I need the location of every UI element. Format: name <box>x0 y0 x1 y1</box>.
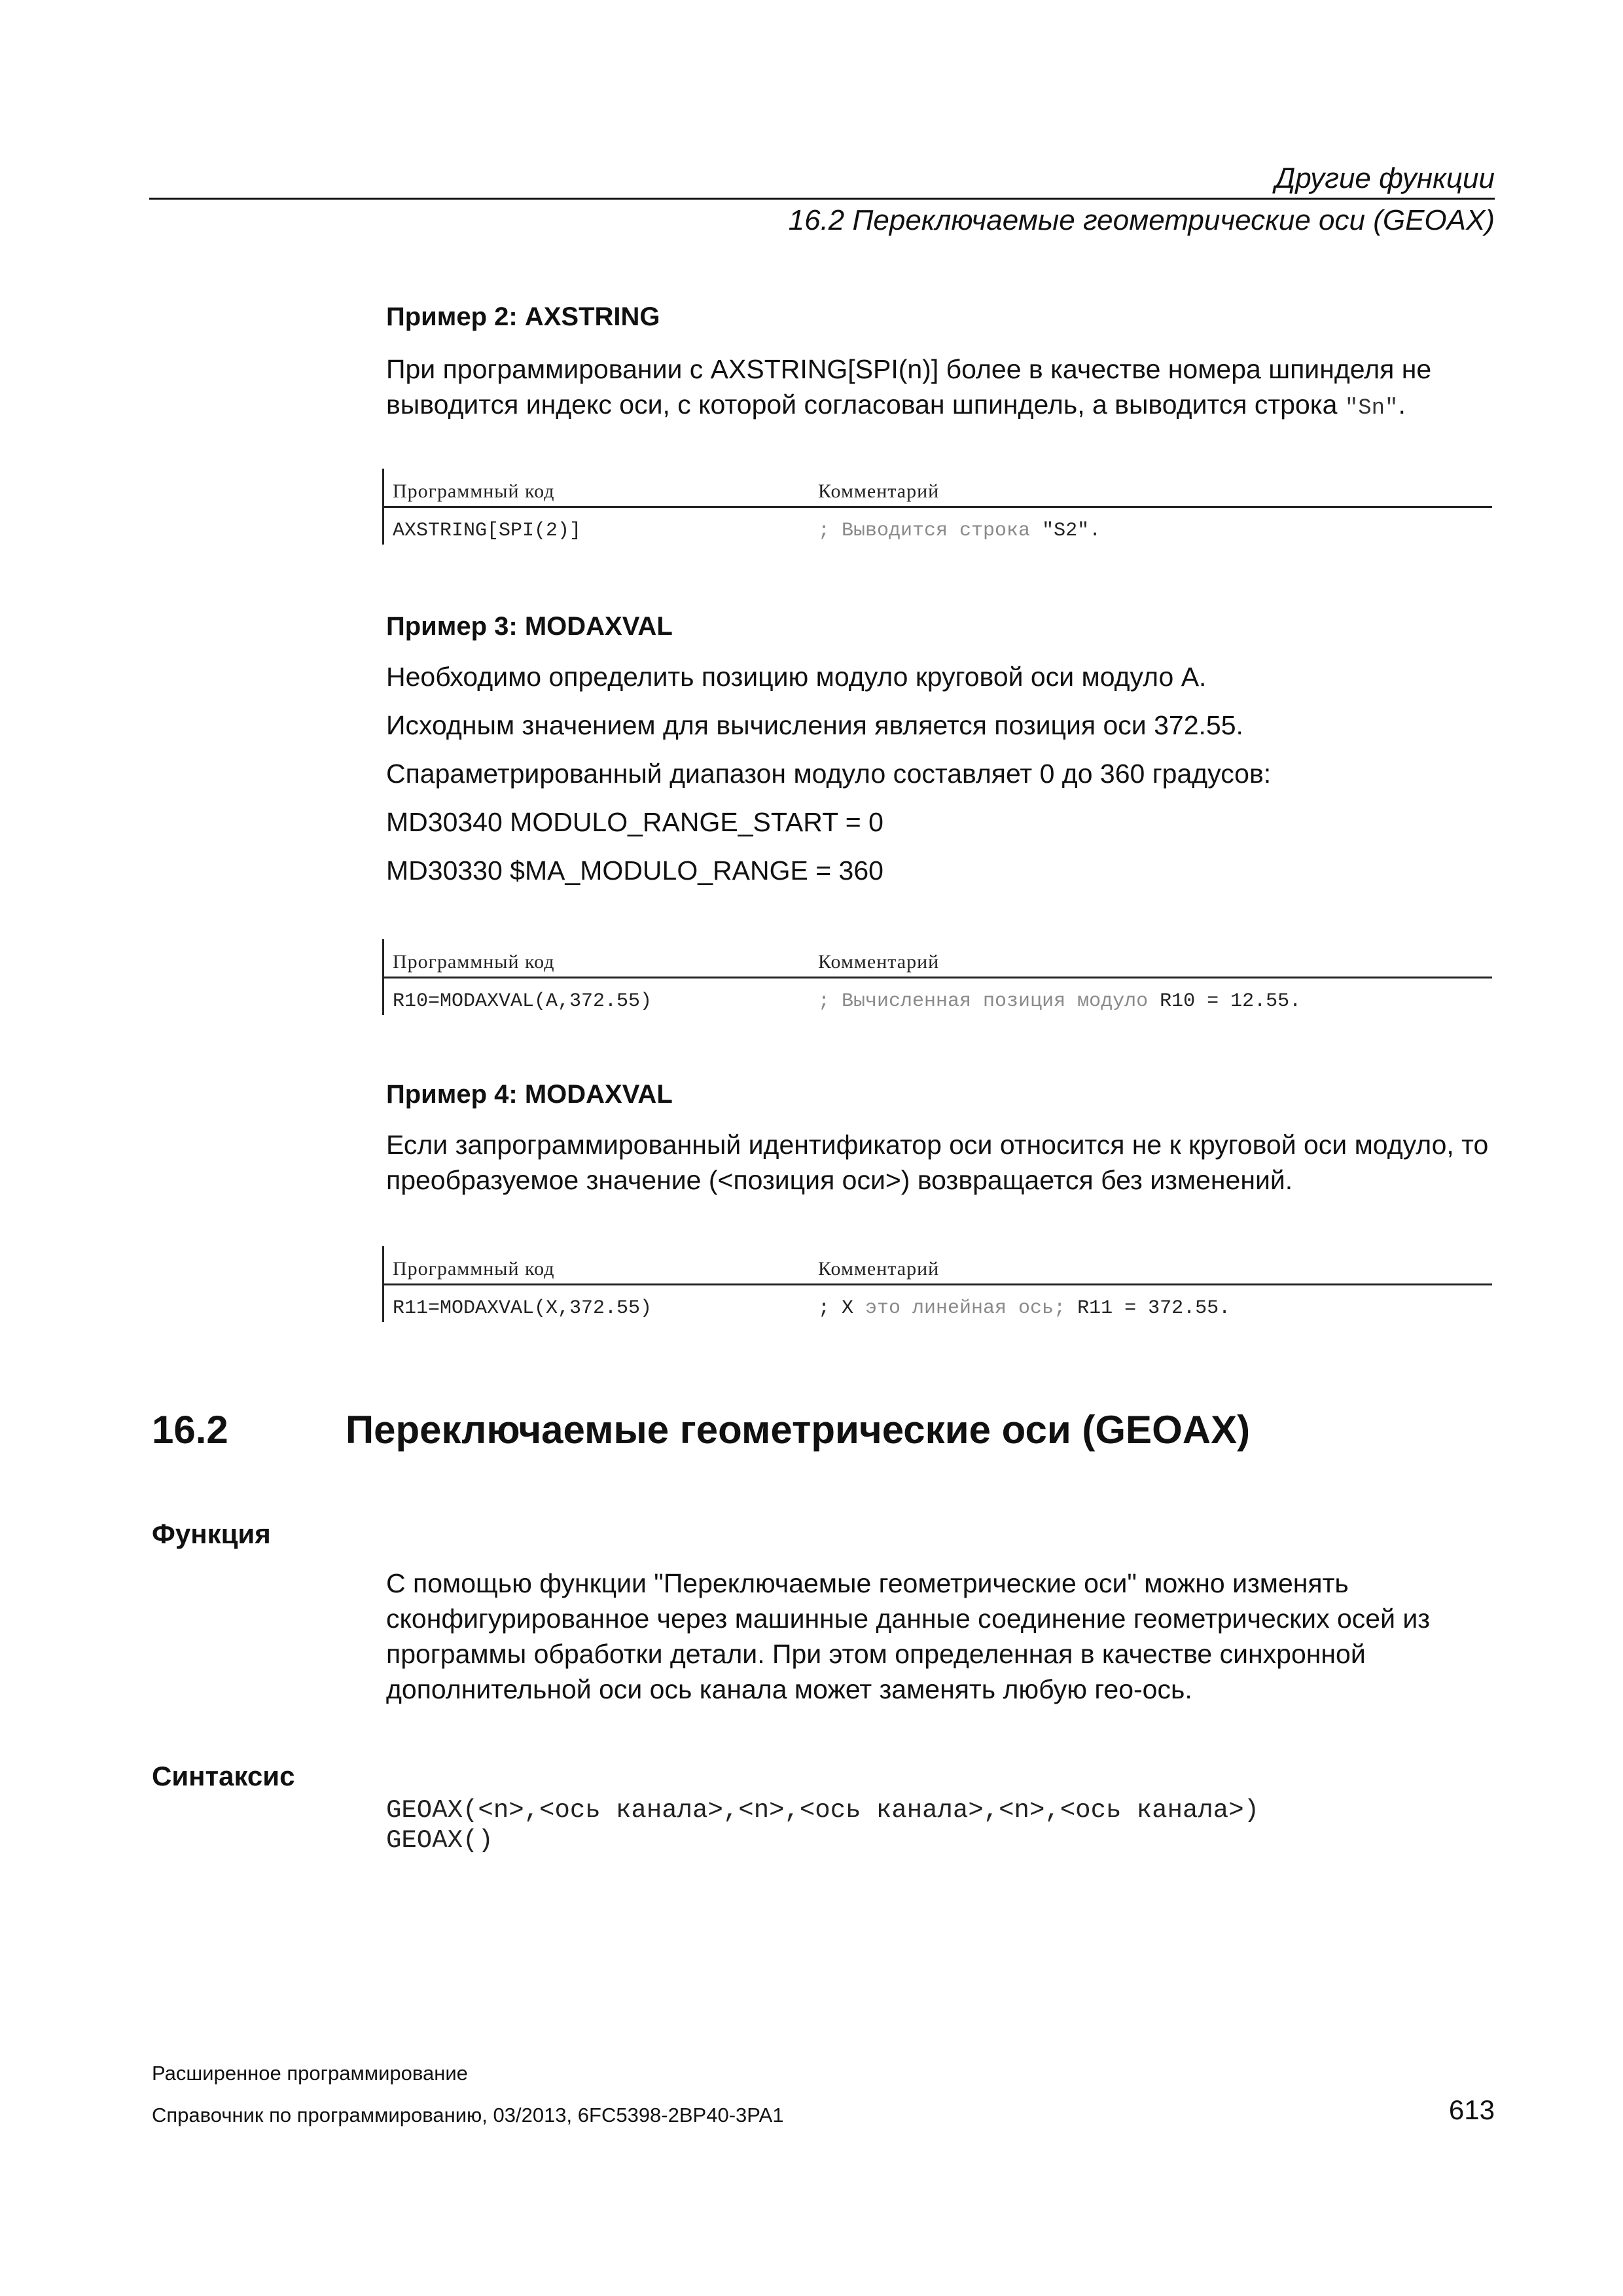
section-title: Переключаемые геометрические оси (GEOAX) <box>346 1408 1251 1452</box>
comment-text: Вычисленная позиция модуло <box>842 990 1160 1013</box>
syntax-heading: Синтаксис <box>152 1761 295 1791</box>
code-table-code-cell: R10=MODAXVAL(A,372.55) <box>393 990 652 1013</box>
example-3-line-5: MD30330 $MA_MODULO_RANGE = 360 <box>386 855 883 886</box>
code-table-header-code: Программный код <box>393 951 555 973</box>
code-table-header-rule <box>382 977 1492 978</box>
syntax-line-1: GEOAX(<n>,<ось канала>,<n>,<ось канала>,<n>,<ось канала>) <box>386 1796 1260 1825</box>
code-table-header-comment: Комментарий <box>818 1258 940 1280</box>
example-3-line-4: MD30340 MODULO_RANGE_START = 0 <box>386 807 883 837</box>
code-table-header-code: Программный код <box>393 1258 555 1280</box>
running-header-section: 16.2 Переключаемые геометрические оси (GEOAX) <box>788 204 1495 236</box>
comment-text: Выводится строка <box>842 520 1043 542</box>
example-4-heading: Пример 4: MODAXVAL <box>386 1080 673 1109</box>
example-2-text <box>386 351 1499 426</box>
header-divider <box>149 198 1495 200</box>
example-3-heading: Пример 3: MODAXVAL <box>386 612 673 641</box>
example-2-text-code: "Sn" <box>1344 396 1399 421</box>
comment-value: "S2". <box>1042 520 1101 542</box>
code-table-header-rule <box>382 1283 1492 1285</box>
footer-document-info: Справочник по программированию, 03/2013, 6FC5398-2BP40-3PA1 <box>152 2104 784 2126</box>
code-table-header-code: Программный код <box>393 480 555 502</box>
running-header-chapter: Другие функции <box>1275 162 1495 194</box>
example-2-text-main: При программировании с AXSTRING[SPI(n)] более в качестве номера шпинделя не выводится индекс оси, с которой согласован шпиндель, а выводится строка <box>386 354 1432 420</box>
section-number: 16.2 <box>152 1408 228 1452</box>
example-2-text-end: . <box>1398 389 1406 420</box>
code-table-header-rule <box>382 506 1492 508</box>
code-table-comment-cell <box>818 990 1301 1013</box>
example-3-line-1: Необходимо определить позицию модуло круговой оси модуло A. <box>386 662 1207 692</box>
code-table-comment-cell <box>818 520 1101 542</box>
code-table-header-comment: Комментарий <box>818 480 940 502</box>
example-4-code-table <box>382 1246 1492 1322</box>
comment-value: R11 = 372.55. <box>1077 1297 1231 1319</box>
example-3-line-2: Исходным значением для вычисления является позиция оси 372.55. <box>386 710 1243 740</box>
function-text: С помощью функции "Переключаемые геометрические оси" можно изменять сконфигурированное через машинные данные соединение геометрических осей из программы обработки детали. При этом определенная в качестве синхронной дополнительной оси ось канала может заменять любую гео-ось. <box>386 1568 1431 1704</box>
example-3-code-table <box>382 939 1492 1015</box>
code-table-comment-cell <box>818 1297 1230 1319</box>
example-2-heading: Пример 2: AXSTRING <box>386 302 660 331</box>
comment-text: это линейная ось; <box>865 1297 1078 1319</box>
code-table-code-cell: AXSTRING[SPI(2)] <box>393 520 582 542</box>
example-2-code-table <box>382 469 1492 545</box>
comment-value: R10 = 12.55. <box>1160 990 1302 1013</box>
function-heading: Функция <box>152 1518 271 1549</box>
comment-prefix: ; <box>818 520 842 542</box>
comment-prefix: ; <box>818 990 842 1013</box>
syntax-line-2: GEOAX() <box>386 1826 493 1855</box>
example-3-line-3: Спараметрированный диапазон модуло составляет 0 до 360 градусов: <box>386 759 1272 789</box>
code-table-code-cell: R11=MODAXVAL(X,372.55) <box>393 1297 652 1319</box>
comment-prefix: ; X <box>818 1297 866 1319</box>
code-table-header-comment: Комментарий <box>818 951 940 973</box>
footer-book-title: Расширенное программирование <box>152 2062 468 2085</box>
page-number: 613 <box>1448 2094 1495 2125</box>
example-4-text: Если запрограммированный идентификатор оси относится не к круговой оси модуло, то преобразуемое значение (<позиция оси>) возвращается без изменений. <box>386 1130 1489 1195</box>
